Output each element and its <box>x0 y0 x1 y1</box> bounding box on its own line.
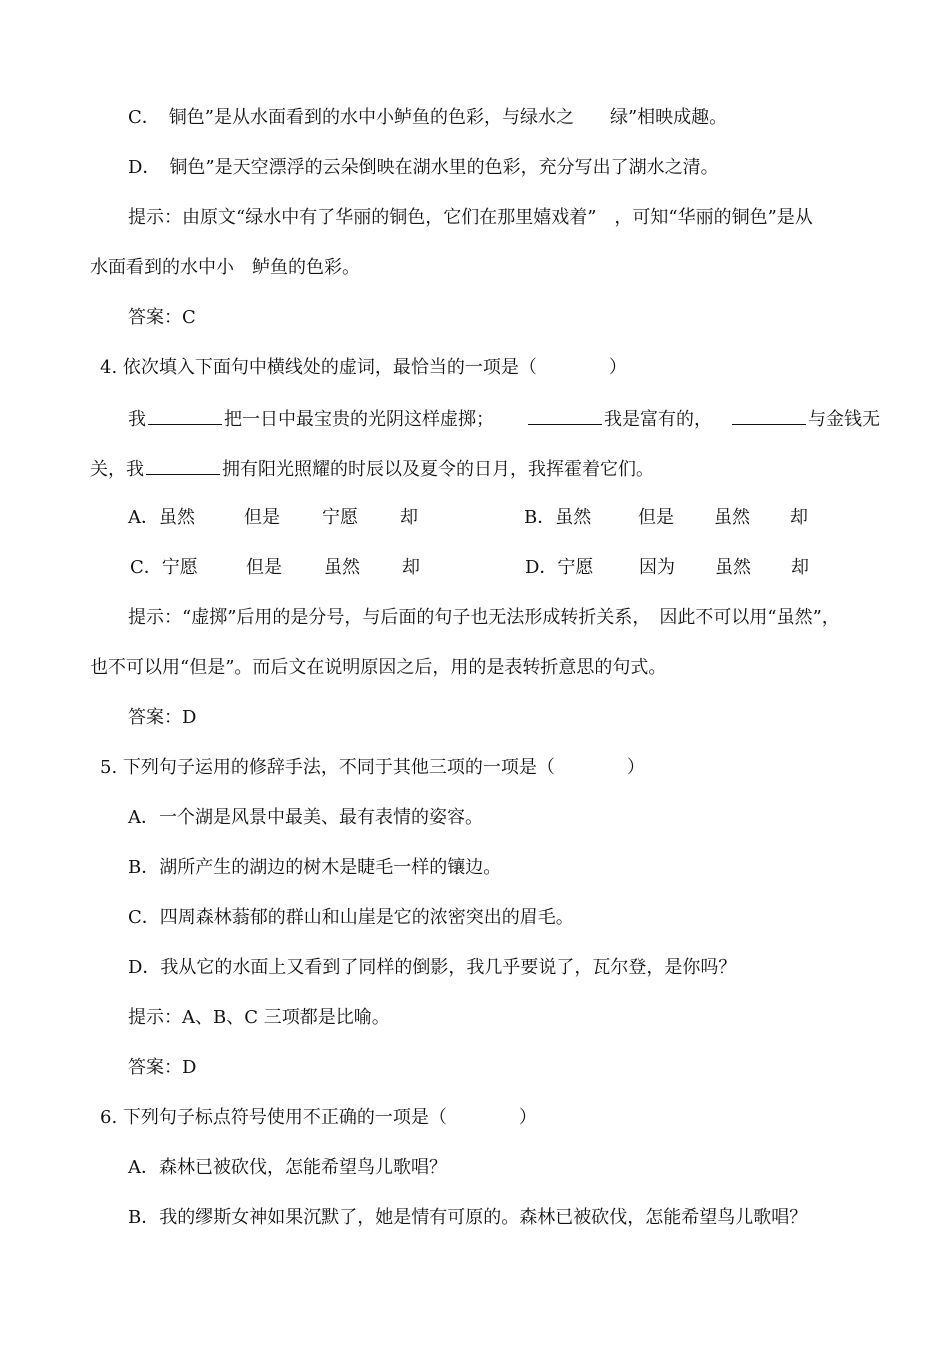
q4-s1-part-d: 与金钱无 <box>808 409 880 430</box>
q4-s1-part-c: 我是富有的， <box>604 409 712 430</box>
q4-hint-line1: 提示：“虚掷”后用的是分号，与后面的句子也无法形成转折关系， 因此不可以用“虽然”， <box>128 607 840 628</box>
q5-option-a: A．一个湖是风景中最美、最有表情的姿容。 <box>128 807 483 828</box>
q4-option-d-word3: 虽然 <box>715 557 751 578</box>
q4-option-d <box>525 556 809 580</box>
q3-hint-line2: 水面看到的水中小 鲈鱼的色彩。 <box>90 257 360 278</box>
q4-option-b <box>524 506 808 530</box>
q4-option-c-word1: C．宁愿 <box>130 557 198 578</box>
q4-s2-part-a: 关，我 <box>90 459 144 480</box>
q5-question: 5. 下列句子运用的修辞手法，不同于其他三项的一项是（ ） <box>100 757 645 778</box>
q4-s2-part-b: 拥有阳光照耀的时辰以及夏令的日月，我挥霍着它们。 <box>222 459 654 480</box>
q4-sentence-line2 <box>90 456 654 482</box>
q4-option-d-word4: 却 <box>791 557 809 578</box>
q3-option-d: D． 铜色”是天空漂浮的云朵倒映在湖水里的色彩，充分写出了湖水之清。 <box>128 157 719 178</box>
q4-option-b-word1: B．虽然 <box>524 507 592 528</box>
q5-hint: 提示：A、B、C 三项都是比喻。 <box>128 1007 390 1028</box>
q4-option-a-word2: 但是 <box>244 507 280 528</box>
q4-answer: 答案：D <box>128 707 197 728</box>
q4-option-a-word1: A．虽然 <box>128 507 195 528</box>
q3-option-c: C． 铜色”是从水面看到的水中小鲈鱼的色彩，与绿水之 绿”相映成趣。 <box>128 107 728 128</box>
q4-hint-line2: 也不可以用“但是”。而后文在说明原因之后，用的是表转折意思的句式。 <box>90 657 667 678</box>
q4-option-d-word1: D．宁愿 <box>525 557 594 578</box>
q4-s1-part-a: 我 <box>128 409 146 430</box>
q6-question: 6. 下列句子标点符号使用不正确的一项是（ ） <box>100 1107 537 1128</box>
q4-option-c-word3: 虽然 <box>324 557 360 578</box>
q4-s1-part-b: 把一日中最宝贵的光阴这样虚掷； <box>224 409 494 430</box>
q4-option-c-word4: 却 <box>402 557 420 578</box>
q6-option-a: A．森林已被砍伐，怎能希望鸟儿歌唱？ <box>128 1157 447 1178</box>
q4-blank-4 <box>146 456 220 475</box>
q4-option-b-word2: 但是 <box>638 507 674 528</box>
q3-answer: 答案：C <box>128 307 196 328</box>
q4-option-c <box>130 556 420 580</box>
q4-option-d-word2: 因为 <box>639 557 675 578</box>
q5-answer: 答案：D <box>128 1057 197 1078</box>
q4-option-c-word2: 但是 <box>246 557 282 578</box>
q6-option-b: B．我的缪斯女神如果沉默了，她是情有可原的。森林已被砍伐，怎能希望鸟儿歌唱？ <box>128 1207 808 1228</box>
q4-option-a-word4: 却 <box>400 507 418 528</box>
q4-sentence-line1 <box>128 406 880 432</box>
q4-question: 4. 依次填入下面句中横线处的虚词，最恰当的一项是（ ） <box>100 357 627 378</box>
q4-option-b-word4: 却 <box>790 507 808 528</box>
q5-option-b: B．湖所产生的湖边的树木是睫毛一样的镶边。 <box>128 857 502 878</box>
q4-option-a <box>128 506 418 530</box>
q3-hint-line1: 提示：由原文“绿水中有了华丽的铜色，它们在那里嬉戏着” ，可知“华丽的铜色”是从 <box>128 207 813 228</box>
q4-option-a-word3: 宁愿 <box>322 507 358 528</box>
q4-option-b-word3: 虽然 <box>714 507 750 528</box>
q5-option-c: C．四周森林蓊郁的群山和山崖是它的浓密突出的眉毛。 <box>128 907 574 928</box>
q4-blank-2 <box>528 406 602 425</box>
q4-blank-3 <box>732 406 806 425</box>
q5-option-d: D．我从它的水面上又看到了同样的倒影，我几乎要说了，瓦尔登，是你吗？ <box>128 957 737 978</box>
q4-blank-1 <box>148 406 222 425</box>
